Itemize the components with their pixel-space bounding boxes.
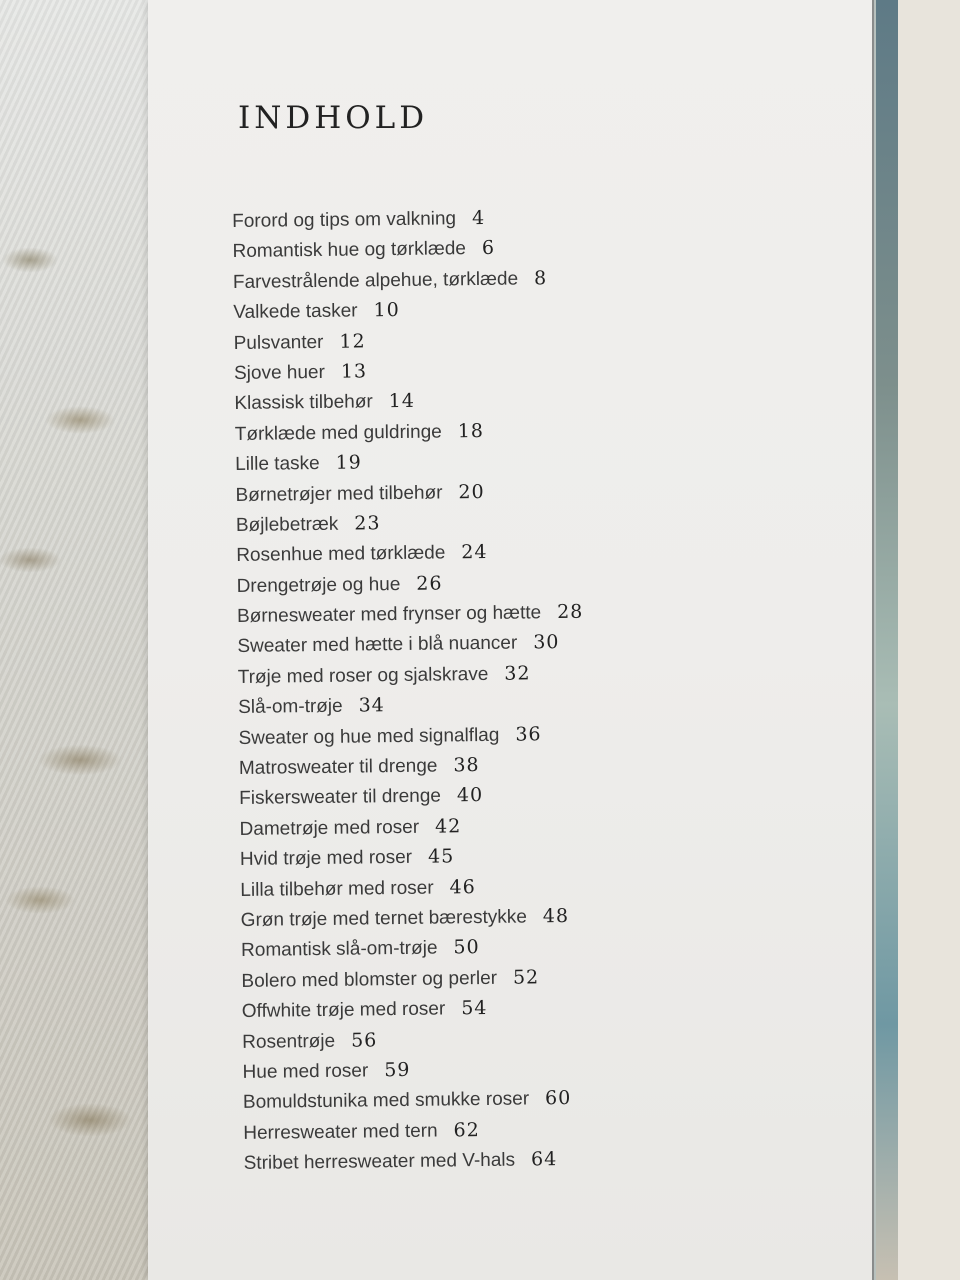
entry-page-number: 48 bbox=[542, 904, 570, 928]
entry-page-number: 26 bbox=[416, 572, 443, 595]
entry-page-number: 19 bbox=[335, 451, 362, 474]
entry-title: Romantisk hue og tørklæde bbox=[232, 238, 467, 263]
entry-page-number: 13 bbox=[340, 360, 368, 383]
contents-page bbox=[148, 0, 872, 1280]
entry-page-number: 4 bbox=[471, 206, 486, 230]
entry-title: Drengetrøje og hue bbox=[236, 573, 401, 597]
entry-title: Rosentrøje bbox=[242, 1030, 336, 1053]
entry-page-number: 52 bbox=[512, 966, 540, 989]
entry-title: Tørklæde med guldringe bbox=[234, 421, 442, 445]
entry-title: Farvestrålende alpehue, tørklæde bbox=[232, 268, 519, 293]
entry-page-number: 64 bbox=[530, 1148, 558, 1171]
entry-title: Slå-om-trøje bbox=[238, 695, 343, 719]
entry-page-number: 23 bbox=[354, 512, 381, 535]
knitted-sweater-photo bbox=[0, 0, 160, 1280]
entry-page-number: 38 bbox=[453, 754, 480, 777]
entry-title: Børnetrøjer med tilbehør bbox=[235, 481, 443, 506]
entry-title: Sweater med hætte i blå nuancer bbox=[237, 633, 518, 658]
entry-title: Forord og tips om valkning bbox=[232, 208, 457, 232]
entry-page-number: 8 bbox=[533, 266, 548, 290]
entry-title: Dametrøje med roser bbox=[239, 816, 420, 840]
entry-page-number: 30 bbox=[533, 631, 560, 654]
entry-page-number: 18 bbox=[457, 419, 485, 442]
entry-page-number: 40 bbox=[456, 784, 484, 807]
entry-page-number: 42 bbox=[434, 815, 462, 838]
entry-page-number: 45 bbox=[427, 845, 455, 868]
table-of-contents bbox=[232, 199, 844, 1179]
entry-page-number: 20 bbox=[458, 480, 485, 503]
entry-title: Sjove huer bbox=[233, 361, 326, 384]
entry-title: Rosenhue med tørklæde bbox=[236, 542, 446, 567]
entry-page-number: 32 bbox=[504, 662, 531, 685]
entry-title: Offwhite trøje med roser bbox=[241, 998, 446, 1023]
entry-title: Matrosweater til drenge bbox=[238, 755, 438, 779]
entry-title: Trøje med roser og sjalskrave bbox=[237, 663, 489, 688]
entry-title: Sweater og hue med signalflag bbox=[238, 724, 500, 749]
entry-title: Lille taske bbox=[235, 453, 320, 476]
entry-page-number: 60 bbox=[544, 1087, 572, 1110]
entry-title: Hvid trøje med roser bbox=[239, 847, 413, 871]
page-title: INDHOLD bbox=[238, 100, 429, 136]
entry-title: Stribet herresweater med V-hals bbox=[243, 1149, 516, 1175]
entry-title: Klassisk tilbehør bbox=[234, 391, 373, 415]
entry-title: Fiskersweater til drenge bbox=[239, 785, 442, 810]
entry-page-number: 28 bbox=[556, 600, 584, 624]
entry-title: Børnesweater med frynser og hætte bbox=[236, 602, 542, 628]
entry-page-number: 10 bbox=[373, 299, 400, 322]
entry-title: Bolero med blomster og perler bbox=[241, 967, 498, 992]
entry-title: Lilla tilbehør med roser bbox=[240, 877, 434, 901]
entry-page-number: 62 bbox=[453, 1118, 480, 1142]
book-cover-edge bbox=[876, 0, 898, 1280]
entry-page-number: 46 bbox=[449, 875, 476, 898]
entry-title: Bøjlebetræk bbox=[235, 513, 339, 536]
entry-title: Valkede tasker bbox=[233, 300, 358, 324]
entry-title: Bomuldstunika med smukke roser bbox=[242, 1088, 530, 1114]
entry-page-number: 36 bbox=[515, 722, 542, 746]
entry-title: Pulsvanter bbox=[233, 331, 324, 354]
entry-title: Romantisk slå-om-trøje bbox=[240, 937, 438, 962]
entry-title: Herresweater med tern bbox=[243, 1120, 438, 1144]
entry-page-number: 6 bbox=[481, 237, 496, 260]
entry-title: Grøn trøje med ternet bærestykke bbox=[240, 906, 527, 931]
entry-page-number: 24 bbox=[461, 541, 488, 564]
entry-page-number: 50 bbox=[453, 936, 480, 959]
entry-title: Hue med roser bbox=[242, 1060, 369, 1083]
entry-page-number: 12 bbox=[339, 329, 366, 353]
entry-page-number: 14 bbox=[388, 390, 416, 413]
toc-entry bbox=[244, 1141, 844, 1179]
entry-page-number: 54 bbox=[461, 997, 488, 1020]
entry-page-number: 59 bbox=[384, 1058, 411, 1082]
entry-page-number: 56 bbox=[350, 1028, 378, 1052]
entry-page-number: 34 bbox=[358, 694, 385, 717]
